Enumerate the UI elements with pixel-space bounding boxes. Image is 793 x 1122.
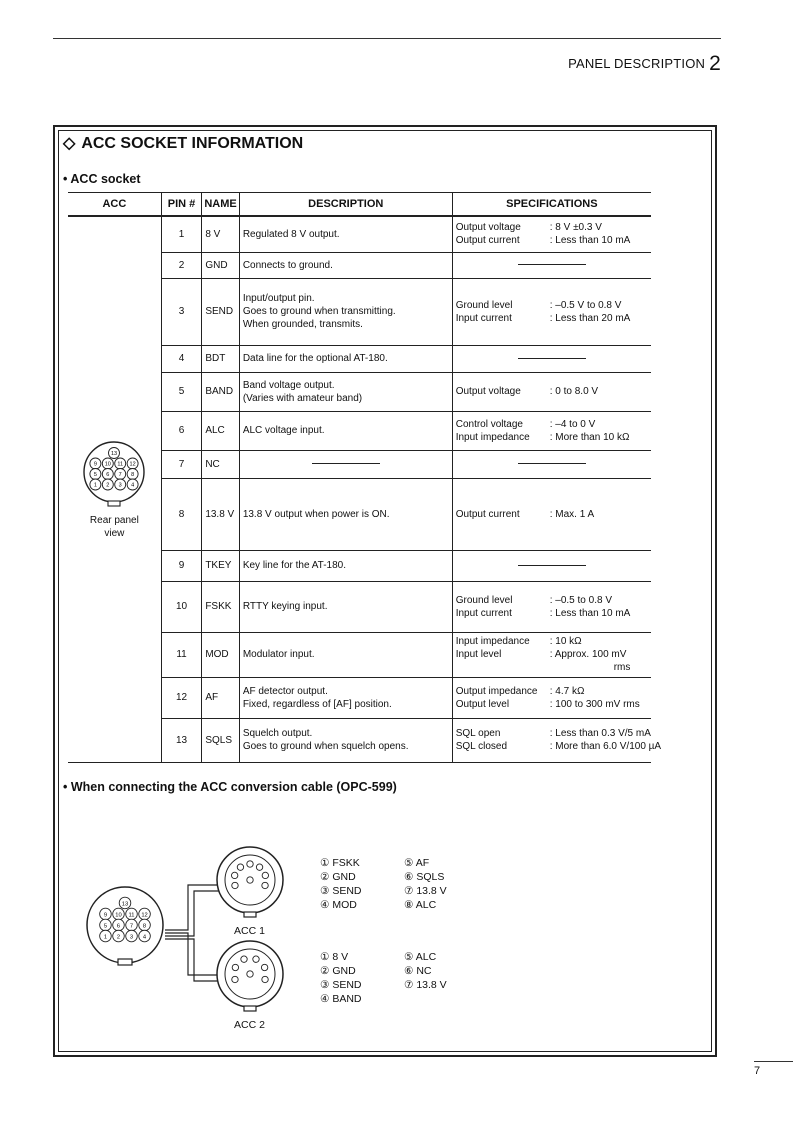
pin-name: 8 V xyxy=(202,216,240,252)
din-pin xyxy=(262,976,268,982)
spec-value: : 10 kΩ xyxy=(549,636,582,647)
connector-pin-number: 2 xyxy=(116,934,121,941)
connector-pin-number: 12 xyxy=(141,912,148,919)
pin-label: ⑤ AF xyxy=(404,857,430,869)
spec-key: Input level xyxy=(455,649,502,660)
spec-line xyxy=(456,648,648,661)
pin-description xyxy=(239,252,452,278)
connector-pin-number: 12 xyxy=(129,461,137,468)
acc2-pins-right xyxy=(404,950,447,992)
din-pin xyxy=(262,872,268,878)
spec-value: : –0.5 to 0.8 V xyxy=(549,594,612,606)
col-description: DESCRIPTION xyxy=(239,193,452,217)
pin-label: ③ SEND xyxy=(320,979,362,991)
connector-pin-number: 4 xyxy=(131,482,135,489)
spec-key: Input current xyxy=(455,312,512,324)
spec-key: Output impedance xyxy=(455,685,538,697)
spec-line xyxy=(456,594,648,607)
pin-specifications xyxy=(452,450,651,478)
pin-name: MOD xyxy=(202,632,240,677)
pin-description xyxy=(239,345,452,372)
spec-line xyxy=(456,635,648,648)
acc1-pins-right xyxy=(404,856,447,912)
diamond-icon: ◇ xyxy=(63,135,76,152)
connector-pin-number: 5 xyxy=(103,923,108,930)
pin-specifications xyxy=(452,718,662,762)
pin-description xyxy=(239,550,452,581)
spec-value: : 0 to 8.0 V xyxy=(549,386,599,397)
spec-key: Output current xyxy=(455,508,520,520)
pin-specifications xyxy=(452,216,651,252)
page-header xyxy=(568,52,721,76)
connector-pin-number: 4 xyxy=(142,934,147,941)
din-pin xyxy=(241,956,247,962)
spec-value: rms xyxy=(613,662,631,673)
spec-line xyxy=(456,607,648,620)
acc2-pins-left xyxy=(320,950,362,1006)
connector-pin-number: 3 xyxy=(119,482,123,489)
description-line: Band voltage output. xyxy=(242,379,335,391)
pin-specifications xyxy=(452,581,651,632)
pin-description xyxy=(239,677,452,718)
description-line: Key line for the AT-180. xyxy=(242,560,347,571)
pin-name: BDT xyxy=(202,345,240,372)
empty-dash xyxy=(518,565,586,566)
pin-label: ⑦ 13.8 V xyxy=(404,885,447,897)
spec-key: Output level xyxy=(455,698,510,710)
acc1-label: ACC 1 xyxy=(234,925,265,937)
pin-number: 11 xyxy=(161,632,202,677)
pin-label: ⑧ ALC xyxy=(404,899,437,911)
connector-pin-number: 11 xyxy=(117,461,124,468)
page-number: 7 xyxy=(754,1065,761,1077)
connector-pin-number: 13 xyxy=(121,901,129,908)
spec-key: SQL open xyxy=(455,728,501,739)
pin-description xyxy=(239,411,452,450)
pin-number: 2 xyxy=(161,252,202,278)
spec-key: Control voltage xyxy=(455,418,523,430)
pin-specifications xyxy=(452,278,651,345)
spec-key: Input impedance xyxy=(455,431,530,443)
din-pin xyxy=(247,877,253,883)
pin-specifications xyxy=(452,252,651,278)
din-pin xyxy=(247,971,253,977)
din-pin xyxy=(247,861,253,867)
table-row xyxy=(68,216,651,252)
pin-label: ④ BAND xyxy=(320,993,362,1005)
connector-pin-number: 1 xyxy=(94,482,98,489)
col-pin: PIN # xyxy=(161,193,202,217)
acc1-pins-left xyxy=(320,856,362,912)
acc-plug-13pin xyxy=(80,880,170,970)
pin-name: ALC xyxy=(202,411,240,450)
empty-dash xyxy=(518,358,586,359)
din-pin xyxy=(253,956,259,962)
connector-pin-number: 10 xyxy=(105,461,112,468)
pin-label: ③ SEND xyxy=(320,885,362,897)
connector-pin-number: 8 xyxy=(131,472,135,479)
spec-key: SQL closed xyxy=(455,741,508,752)
pin-number: 4 xyxy=(161,345,202,372)
pin-description xyxy=(239,216,452,252)
acc1-din-connector xyxy=(214,842,286,922)
description-line: Goes to ground when transmitting. xyxy=(242,306,396,317)
description-line: Modulator input. xyxy=(242,649,315,660)
spec-value: : More than 10 kΩ xyxy=(549,431,630,443)
pin-specifications xyxy=(452,345,651,372)
spec-key: Input impedance xyxy=(455,636,530,647)
spec-value: : Less than 10 mA xyxy=(549,607,631,619)
spec-value: : 8 V ±0.3 V xyxy=(549,222,602,234)
description-line: Input/output pin. xyxy=(242,293,315,304)
connector-pin-number: 7 xyxy=(129,923,134,930)
pin-specifications xyxy=(452,372,651,411)
pin-name: TKEY xyxy=(202,550,240,581)
page-number-rule xyxy=(754,1061,793,1062)
pin-name: SQLS xyxy=(202,718,240,762)
connector-pin-number: 9 xyxy=(103,912,108,919)
description-line: Fixed, regardless of [AF] position. xyxy=(242,698,392,710)
spec-line xyxy=(456,312,648,325)
din-pin xyxy=(232,964,238,970)
din-pin xyxy=(256,864,262,870)
header-title: PANEL DESCRIPTION xyxy=(568,56,706,71)
pin-name: BAND xyxy=(202,372,240,411)
connector-pin-number: 8 xyxy=(142,923,147,930)
din-pin xyxy=(262,882,268,888)
connector-pin-number: 10 xyxy=(115,912,122,919)
spec-value: : Less than 10 mA xyxy=(549,235,631,247)
connector-pin-number: 1 xyxy=(103,934,108,941)
empty-dash xyxy=(312,463,380,464)
spec-line xyxy=(456,234,648,247)
pin-description xyxy=(239,372,452,411)
spec-key: Output voltage xyxy=(455,222,521,234)
pin-number: 7 xyxy=(161,450,202,478)
pin-label: ① 8 V xyxy=(320,951,349,963)
connector-caption: view xyxy=(104,528,125,540)
pin-number: 9 xyxy=(161,550,202,581)
description-line: Regulated 8 V output. xyxy=(242,228,340,240)
col-name: NAME xyxy=(202,193,240,217)
pin-label: ⑦ 13.8 V xyxy=(404,979,447,991)
connector-pin-number: 13 xyxy=(111,451,118,458)
pin-number: 12 xyxy=(161,677,202,718)
acc-socket-heading: • ACC socket xyxy=(63,172,141,186)
connector-pin-number: 5 xyxy=(94,472,98,479)
spec-value: : Approx. 100 mV xyxy=(549,649,627,660)
chapter-number: 2 xyxy=(709,52,721,75)
spec-line xyxy=(456,385,648,398)
spec-line xyxy=(456,431,648,444)
connector-pin-number: 2 xyxy=(106,482,110,489)
section-title-text: ACC SOCKET INFORMATION xyxy=(81,135,304,152)
connector-pin-number: 6 xyxy=(106,472,110,479)
section-title xyxy=(63,133,303,153)
pin-specifications xyxy=(452,632,651,677)
description-line: Data line for the optional AT-180. xyxy=(242,353,388,364)
spec-key: Ground level xyxy=(455,299,513,311)
empty-dash xyxy=(518,463,586,464)
din-pin xyxy=(231,872,237,878)
connector-pin-number: 3 xyxy=(129,934,134,941)
empty-dash xyxy=(518,264,586,265)
pin-description xyxy=(239,718,452,762)
pin-name: GND xyxy=(202,252,240,278)
pin-label: ② GND xyxy=(320,871,356,883)
spec-value: : Less than 0.3 V/5 mA xyxy=(549,728,651,739)
pin-label: ⑤ ALC xyxy=(404,951,437,963)
pin-description xyxy=(239,450,452,478)
description-line: Squelch output. xyxy=(242,728,313,739)
pin-label: ① FSKK xyxy=(320,857,360,869)
pin-name: 13.8 V xyxy=(202,478,240,550)
acc-connector-cell xyxy=(68,216,161,762)
table-header-row xyxy=(68,193,651,217)
description-line: Connects to ground. xyxy=(242,259,333,271)
pin-label: ⑥ NC xyxy=(404,965,432,977)
pin-number: 6 xyxy=(161,411,202,450)
spec-line xyxy=(455,727,651,740)
pin-number: 10 xyxy=(161,581,202,632)
spec-line xyxy=(456,299,648,312)
pin-label: ④ MOD xyxy=(320,899,357,911)
spec-value: : –4 to 0 V xyxy=(549,418,596,430)
spec-line xyxy=(456,508,648,521)
pin-specifications xyxy=(452,411,651,450)
pin-description xyxy=(239,632,452,677)
connector-pin-number: 6 xyxy=(116,923,121,930)
spec-line xyxy=(456,221,648,234)
connector-pin-number: 9 xyxy=(94,461,98,468)
description-line: ALC voltage input. xyxy=(242,425,325,436)
description-line: Goes to ground when squelch opens. xyxy=(242,741,409,752)
spec-line xyxy=(455,740,662,753)
spec-value: : Less than 20 mA xyxy=(549,312,631,324)
pin-specifications xyxy=(452,550,651,581)
top-rule xyxy=(53,38,721,39)
spec-key: Output current xyxy=(455,235,520,247)
spec-value: : –0.5 V to 0.8 V xyxy=(549,299,622,311)
din-pin xyxy=(232,976,238,982)
connector-caption: Rear panel xyxy=(89,515,139,527)
spec-value: : 4.7 kΩ xyxy=(549,685,585,697)
pin-number: 1 xyxy=(161,216,202,252)
pin-description xyxy=(239,478,452,550)
pin-label: ⑥ SQLS xyxy=(404,871,445,883)
spec-key: Output voltage xyxy=(455,386,521,397)
description-line: RTTY keying input. xyxy=(242,601,328,612)
pin-specifications xyxy=(452,677,651,718)
din-pin xyxy=(232,882,238,888)
pin-name: AF xyxy=(202,677,240,718)
pin-name: NC xyxy=(202,450,240,478)
spec-line xyxy=(456,698,648,711)
description-line: 13.8 V output when power is ON. xyxy=(242,508,390,520)
spec-key: Input current xyxy=(455,607,512,619)
pin-number: 13 xyxy=(161,718,202,762)
col-specifications: SPECIFICATIONS xyxy=(452,193,651,217)
pin-name: FSKK xyxy=(202,581,240,632)
pin-number: 8 xyxy=(161,478,202,550)
pin-number: 3 xyxy=(161,278,202,345)
description-line: AF detector output. xyxy=(242,685,328,697)
pin-specifications xyxy=(452,478,651,550)
acc2-din-connector xyxy=(214,936,286,1016)
spec-line xyxy=(456,685,648,698)
spec-value: : Max. 1 A xyxy=(549,508,595,520)
acc-socket-rear-panel-diagram xyxy=(74,438,154,508)
description-line: When grounded, transmits. xyxy=(242,319,363,330)
pin-number: 5 xyxy=(161,372,202,411)
pin-label: ② GND xyxy=(320,965,356,977)
spec-value: : 100 to 300 mV rms xyxy=(549,698,640,710)
connector-pin-number: 7 xyxy=(119,472,123,479)
din-pin xyxy=(237,864,243,870)
connector-pin-number: 11 xyxy=(128,912,135,919)
spec-value: : More than 6.0 V/100 µA xyxy=(549,741,662,752)
acc-pin-table xyxy=(68,192,662,763)
din-pin xyxy=(261,964,267,970)
conversion-heading: • When connecting the ACC conversion cable (OPC-599) xyxy=(63,780,397,794)
spec-key: Ground level xyxy=(455,594,513,606)
acc2-label: ACC 2 xyxy=(234,1019,265,1031)
pin-description xyxy=(239,581,452,632)
pin-description xyxy=(239,278,452,345)
spec-line xyxy=(456,418,648,431)
spec-line xyxy=(456,661,648,674)
pin-name: SEND xyxy=(202,278,240,345)
col-acc: ACC xyxy=(68,193,161,217)
description-line: (Varies with amateur band) xyxy=(242,392,363,404)
